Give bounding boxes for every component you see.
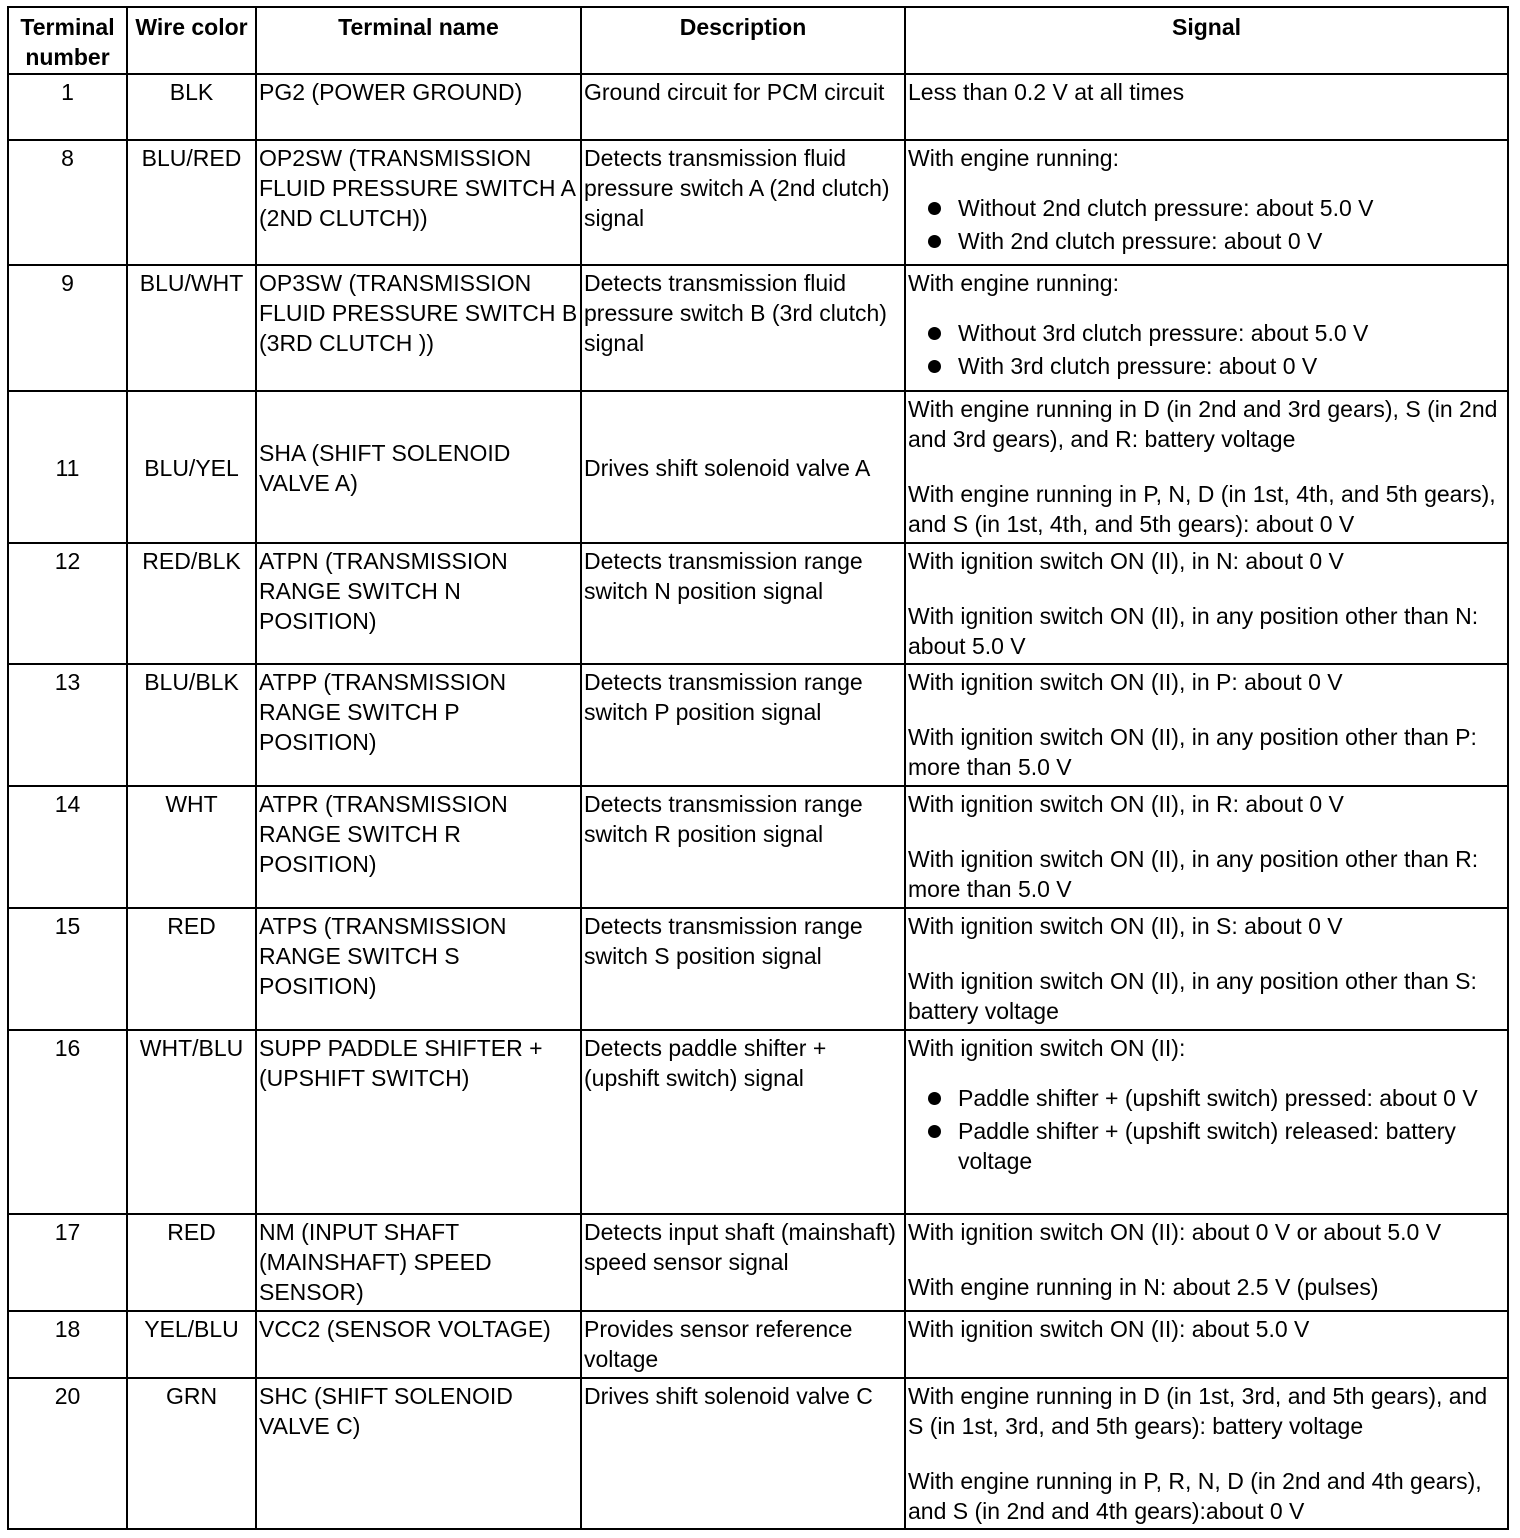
terminal-number-cell: 13 — [8, 664, 127, 786]
signal-text: With engine running in P, N, D (in 1st, 4th, and 5th gears), and S (in 1st, 4th, and 5th gears): about 0 V — [908, 481, 1496, 537]
terminal-name-cell: VCC2 (SENSOR VOLTAGE) — [256, 1311, 581, 1378]
signal-cell — [905, 1311, 1508, 1378]
signal-text: With engine running in D (in 1st, 3rd, and 5th gears), and S (in 1st, 3rd, and 5th gears): battery voltage — [908, 1383, 1488, 1439]
wire-color-cell: RED — [127, 908, 256, 1030]
terminal-name-cell: NM (INPUT SHAFT (MAINSHAFT) SPEED SENSOR) — [256, 1214, 581, 1311]
signal-cell — [905, 74, 1508, 140]
table-row — [8, 664, 1508, 786]
table-row — [8, 1030, 1508, 1214]
signal-text: With ignition switch ON (II): about 5.0 V — [908, 1316, 1310, 1342]
signal-text: With engine running: — [908, 270, 1119, 296]
description-cell: Detects transmission range switch R position signal — [581, 786, 905, 908]
description-cell: Detects transmission fluid pressure switch B (3rd clutch) signal — [581, 265, 905, 391]
terminal-number-cell: 15 — [8, 908, 127, 1030]
terminal-table — [7, 6, 1509, 1530]
terminal-name-cell: ATPR (TRANSMISSION RANGE SWITCH R POSITION) — [256, 786, 581, 908]
terminal-number-cell: 12 — [8, 543, 127, 664]
terminal-name-cell: SUPP PADDLE SHIFTER + (UPSHIFT SWITCH) — [256, 1030, 581, 1214]
table-row — [8, 140, 1508, 265]
description-cell: Ground circuit for PCM circuit — [581, 74, 905, 140]
wire-color-cell: YEL/BLU — [127, 1311, 256, 1378]
signal-cell — [905, 786, 1508, 908]
terminal-name-cell: ATPN (TRANSMISSION RANGE SWITCH N POSITION) — [256, 543, 581, 664]
signal-bullet-item: Without 3rd clutch pressure: about 5.0 V — [908, 318, 1505, 348]
wire-color-cell: BLK — [127, 74, 256, 140]
signal-cell — [905, 140, 1508, 265]
wire-color-cell: RED/BLK — [127, 543, 256, 664]
signal-bullet-item: Paddle shifter + (upshift switch) pressed: about 0 V — [908, 1083, 1505, 1113]
header-row — [8, 7, 1508, 74]
signal-cell — [905, 391, 1508, 543]
signal-text: With engine running in D (in 2nd and 3rd gears), S (in 2nd and 3rd gears), and R: battery voltage — [908, 396, 1498, 452]
terminal-name-cell: OP3SW (TRANSMISSION FLUID PRESSURE SWITCH B (3RD CLUTCH )) — [256, 265, 581, 391]
terminal-name-cell: SHA (SHIFT SOLENOID VALVE A) — [256, 391, 581, 543]
table-row — [8, 391, 1508, 543]
description-cell: Drives shift solenoid valve A — [581, 391, 905, 543]
header-signal: Signal — [905, 7, 1508, 74]
signal-bullet-item: Without 2nd clutch pressure: about 5.0 V — [908, 193, 1505, 223]
signal-text: Less than 0.2 V at all times — [908, 79, 1185, 105]
signal-cell — [905, 1214, 1508, 1311]
table-row — [8, 1378, 1508, 1529]
signal-text: With ignition switch ON (II), in N: about 0 V — [908, 548, 1344, 574]
table-row — [8, 74, 1508, 140]
signal-text: With ignition switch ON (II), in P: about 0 V — [908, 669, 1343, 695]
header-terminal-number: Terminal number — [8, 7, 127, 74]
wire-color-cell: BLU/BLK — [127, 664, 256, 786]
signal-text: With ignition switch ON (II), in S: about 0 V — [908, 913, 1343, 939]
terminal-name-cell: SHC (SHIFT SOLENOID VALVE C) — [256, 1378, 581, 1529]
signal-cell — [905, 1378, 1508, 1529]
terminal-number-cell: 11 — [8, 391, 127, 543]
signal-bullet-item: With 3rd clutch pressure: about 0 V — [908, 351, 1505, 381]
terminal-name-cell: PG2 (POWER GROUND) — [256, 74, 581, 140]
signal-cell — [905, 1030, 1508, 1214]
table-row — [8, 265, 1508, 391]
wire-color-cell: GRN — [127, 1378, 256, 1529]
signal-bullet-item: Paddle shifter + (upshift switch) released: battery voltage — [908, 1116, 1505, 1176]
terminal-number-cell: 14 — [8, 786, 127, 908]
terminal-name-cell: ATPP (TRANSMISSION RANGE SWITCH P POSITION) — [256, 664, 581, 786]
table-row — [8, 1311, 1508, 1378]
description-cell: Provides sensor reference voltage — [581, 1311, 905, 1378]
table-row — [8, 543, 1508, 664]
wire-color-cell: RED — [127, 1214, 256, 1311]
signal-text: With ignition switch ON (II): — [908, 1035, 1186, 1061]
header-description: Description — [581, 7, 905, 74]
description-cell: Drives shift solenoid valve C — [581, 1378, 905, 1529]
header-terminal-name: Terminal name — [256, 7, 581, 74]
table-row — [8, 908, 1508, 1030]
signal-bullet-list — [908, 1083, 1505, 1176]
wire-color-cell: WHT/BLU — [127, 1030, 256, 1214]
terminal-number-cell: 17 — [8, 1214, 127, 1311]
signal-text: With ignition switch ON (II), in R: about 0 V — [908, 791, 1344, 817]
signal-cell — [905, 664, 1508, 786]
signal-text: With ignition switch ON (II): about 0 V or about 5.0 V — [908, 1219, 1442, 1245]
terminal-number-cell: 1 — [8, 74, 127, 140]
signal-bullet-list — [908, 318, 1505, 381]
signal-bullet-list — [908, 193, 1505, 256]
signal-cell — [905, 265, 1508, 391]
signal-text: With engine running: — [908, 145, 1119, 171]
description-cell: Detects transmission range switch P position signal — [581, 664, 905, 786]
table-row — [8, 786, 1508, 908]
signal-cell — [905, 543, 1508, 664]
terminal-name-cell: ATPS (TRANSMISSION RANGE SWITCH S POSITION) — [256, 908, 581, 1030]
terminal-number-cell: 18 — [8, 1311, 127, 1378]
signal-text: With ignition switch ON (II), in any position other than R: more than 5.0 V — [908, 846, 1479, 902]
terminal-number-cell: 9 — [8, 265, 127, 391]
signal-text: With ignition switch ON (II), in any position other than S: battery voltage — [908, 968, 1477, 1024]
description-cell: Detects input shaft (mainshaft) speed sensor signal — [581, 1214, 905, 1311]
table-row — [8, 1214, 1508, 1311]
terminal-number-cell: 8 — [8, 140, 127, 265]
description-cell: Detects transmission range switch N position signal — [581, 543, 905, 664]
terminal-name-cell: OP2SW (TRANSMISSION FLUID PRESSURE SWITCH A (2ND CLUTCH)) — [256, 140, 581, 265]
signal-text: With ignition switch ON (II), in any position other than N: about 5.0 V — [908, 603, 1479, 659]
header-wire-color: Wire color — [127, 7, 256, 74]
description-cell: Detects transmission fluid pressure switch A (2nd clutch) signal — [581, 140, 905, 265]
signal-cell — [905, 908, 1508, 1030]
description-cell: Detects transmission range switch S position signal — [581, 908, 905, 1030]
wire-color-cell: BLU/RED — [127, 140, 256, 265]
signal-text: With ignition switch ON (II), in any position other than P: more than 5.0 V — [908, 724, 1477, 780]
signal-bullet-item: With 2nd clutch pressure: about 0 V — [908, 226, 1505, 256]
signal-text: With engine running in P, R, N, D (in 2nd and 4th gears), and S (in 2nd and 4th gears):about 0 V — [908, 1468, 1482, 1524]
terminal-number-cell: 16 — [8, 1030, 127, 1214]
wire-color-cell: WHT — [127, 786, 256, 908]
wire-color-cell: BLU/YEL — [127, 391, 256, 543]
description-cell: Detects paddle shifter + (upshift switch) signal — [581, 1030, 905, 1214]
wire-color-cell: BLU/WHT — [127, 265, 256, 391]
signal-text: With engine running in N: about 2.5 V (pulses) — [908, 1274, 1379, 1300]
terminal-number-cell: 20 — [8, 1378, 127, 1529]
